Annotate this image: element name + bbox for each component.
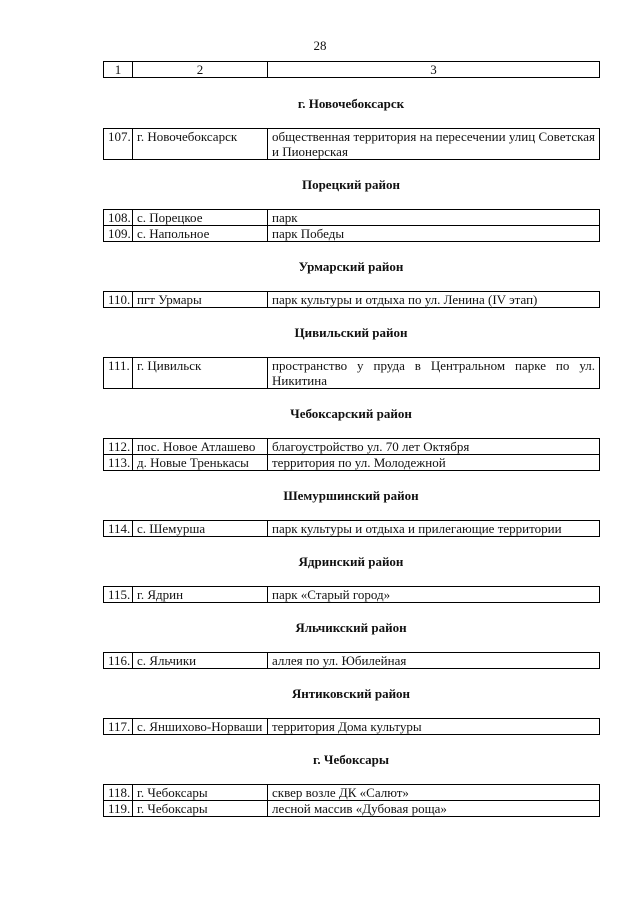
section-table <box>103 128 600 160</box>
section-title: Урмарский район <box>298 259 404 274</box>
row-place: г. Чебоксары <box>133 801 268 817</box>
row-object: парк Победы <box>268 226 600 242</box>
section-table <box>103 718 600 735</box>
column-header-1: 1 <box>104 62 133 78</box>
row-object: сквер возле ДК «Салют» <box>268 785 600 801</box>
section-title: Порецкий район <box>301 177 401 192</box>
row-number: 108. <box>104 210 133 226</box>
section-title: Шемуршинский район <box>283 488 419 503</box>
section-title: Чебоксарский район <box>290 406 412 421</box>
row-object: парк культуры и отдыха по ул. Ленина (IV этап) <box>268 292 600 308</box>
section-table <box>103 652 600 669</box>
sections-container <box>103 78 599 817</box>
section-title: Янтиковский район <box>291 686 411 701</box>
column-header-table <box>103 61 600 78</box>
row-number: 117. <box>104 719 133 735</box>
row-place: г. Новочебоксарск <box>133 129 268 160</box>
table-row <box>104 129 600 160</box>
row-place: с. Порецкое <box>133 210 268 226</box>
row-place: с. Шемурша <box>133 521 268 537</box>
section-title: г. Новочебоксарск <box>297 96 405 111</box>
table-row <box>104 226 600 242</box>
table-row <box>104 653 600 669</box>
row-object: территория по ул. Молодежной <box>268 455 600 471</box>
page-number: 28 <box>313 38 327 53</box>
row-object: парк культуры и отдыха и прилегающие территории <box>268 521 600 537</box>
row-object: пространство у пруда в Центральном парке по ул. Никитина <box>268 358 600 389</box>
section-title: Ядринский район <box>298 554 404 569</box>
row-place: д. Новые Тренькасы <box>133 455 268 471</box>
section-table <box>103 209 600 242</box>
row-number: 113. <box>104 455 133 471</box>
section-table <box>103 784 600 817</box>
table-row <box>104 521 600 537</box>
row-object: аллея по ул. Юбилейная <box>268 653 600 669</box>
row-object: благоустройство ул. 70 лет Октября <box>268 439 600 455</box>
row-place: пос. Новое Атлашево <box>133 439 268 455</box>
row-place: с. Яльчики <box>133 653 268 669</box>
section-title: г. Чебоксары <box>312 752 390 767</box>
table-row <box>104 455 600 471</box>
row-number: 109. <box>104 226 133 242</box>
table-row <box>104 292 600 308</box>
table-row <box>104 801 600 817</box>
column-header-3: 3 <box>268 62 600 78</box>
row-object: парк <box>268 210 600 226</box>
section-table <box>103 520 600 537</box>
table-row <box>104 358 600 389</box>
row-number: 119. <box>104 801 133 817</box>
section-title: Яльчикский район <box>295 620 407 635</box>
section-table <box>103 357 600 389</box>
row-place: с. Напольное <box>133 226 268 242</box>
row-place: пгт Урмары <box>133 292 268 308</box>
column-header-2: 2 <box>133 62 268 78</box>
row-number: 112. <box>104 439 133 455</box>
document-body <box>103 61 599 817</box>
table-row <box>104 210 600 226</box>
table-row <box>104 439 600 455</box>
section-title: Цивильский район <box>294 325 408 340</box>
row-number: 118. <box>104 785 133 801</box>
row-object: парк «Старый город» <box>268 587 600 603</box>
section-table <box>103 291 600 308</box>
row-place: г. Цивильск <box>133 358 268 389</box>
row-number: 107. <box>104 129 133 160</box>
section-table <box>103 438 600 471</box>
row-place: г. Чебоксары <box>133 785 268 801</box>
row-number: 114. <box>104 521 133 537</box>
column-header-row <box>104 62 600 78</box>
table-row <box>104 587 600 603</box>
table-row <box>104 785 600 801</box>
section-table <box>103 586 600 603</box>
row-number: 116. <box>104 653 133 669</box>
row-object: лесной массив «Дубовая роща» <box>268 801 600 817</box>
table-row <box>104 719 600 735</box>
row-number: 111. <box>104 358 133 389</box>
row-number: 110. <box>104 292 133 308</box>
row-place: с. Яншихово-Норваши <box>133 719 268 735</box>
row-place: г. Ядрин <box>133 587 268 603</box>
row-number: 115. <box>104 587 133 603</box>
row-object: общественная территория на пересечении улиц Советская и Пионерская <box>268 129 600 160</box>
row-object: территория Дома культуры <box>268 719 600 735</box>
